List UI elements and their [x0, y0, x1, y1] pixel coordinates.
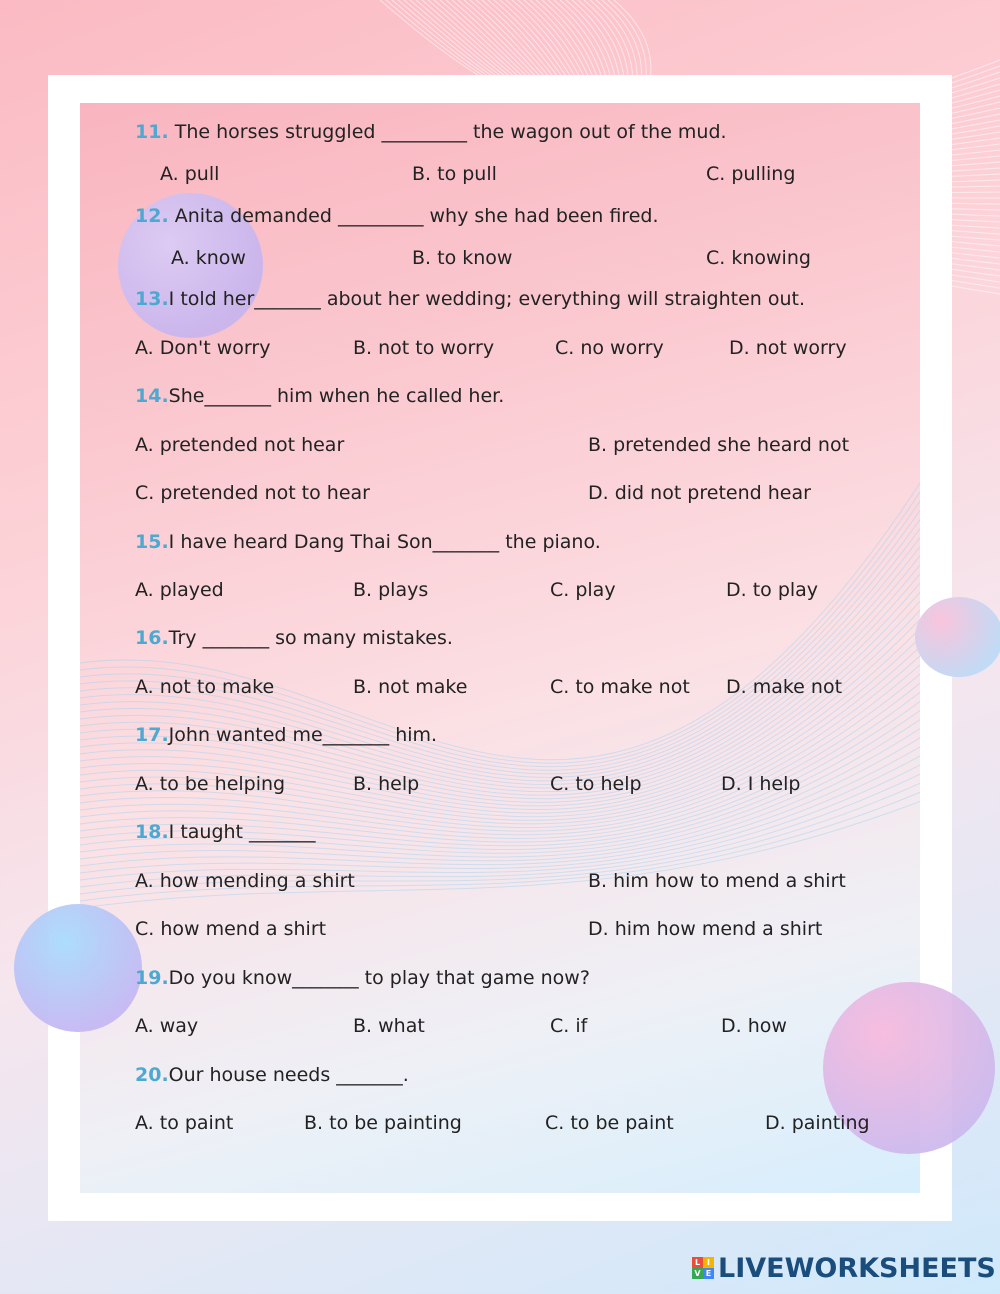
option-a[interactable]: A. way [135, 1015, 199, 1037]
liveworksheets-logo[interactable] [692, 1251, 996, 1285]
option-a[interactable]: A. to be helping [135, 773, 286, 795]
option-a[interactable]: A. know [171, 247, 246, 269]
option-b[interactable]: B. to be painting [304, 1112, 462, 1134]
option-c[interactable]: C. knowing [706, 247, 811, 269]
logo-icon-letter: E [703, 1268, 714, 1279]
option-a[interactable]: A. not to make [135, 676, 275, 698]
option-b[interactable]: B. to know [412, 247, 513, 269]
question-number: 14. [135, 385, 169, 407]
option-c[interactable]: C. play [550, 579, 616, 601]
question-number: 18. [135, 821, 169, 843]
option-a[interactable]: A. Don't worry [135, 337, 271, 359]
question-19 [135, 966, 590, 990]
question-stem: I taught _______ [168, 821, 316, 843]
option-b[interactable]: B. to pull [412, 163, 497, 185]
question-12 [135, 204, 659, 228]
question-number: 17. [135, 724, 169, 746]
question-stem: She_______ him when he called her. [168, 385, 505, 407]
question-number: 11. [135, 121, 169, 143]
question-11 [135, 120, 727, 144]
option-c[interactable]: C. to make not [550, 676, 690, 698]
question-stem: I told her_______ about her wedding; everything will straighten out. [168, 288, 806, 310]
option-b[interactable]: B. not make [353, 676, 468, 698]
logo-text: LIVEWORKSHEETS [718, 1252, 996, 1284]
question-number: 15. [135, 531, 169, 553]
question-stem: Our house needs _______. [168, 1064, 409, 1086]
option-b[interactable]: B. help [353, 773, 420, 795]
option-c[interactable]: C. if [550, 1015, 588, 1037]
option-d[interactable]: D. to play [726, 579, 819, 601]
question-stem: I have heard Dang Thai Son_______ the piano. [168, 531, 601, 553]
logo-icon-letter: L [692, 1257, 703, 1268]
option-d[interactable]: D. how [721, 1015, 787, 1037]
question-17 [135, 723, 437, 747]
option-c[interactable]: C. pretended not to hear [135, 482, 370, 504]
question-stem: Try _______ so many mistakes. [168, 627, 453, 649]
logo-icon-letter: V [692, 1268, 703, 1279]
question-number: 16. [135, 627, 169, 649]
option-b[interactable]: B. him how to mend a shirt [588, 870, 846, 892]
option-c[interactable]: C. to help [550, 773, 642, 795]
option-d[interactable]: D. him how mend a shirt [588, 918, 823, 940]
question-number: 19. [135, 967, 169, 989]
question-stem: Do you know_______ to play that game now? [168, 967, 590, 989]
logo-icon-letter: I [703, 1257, 714, 1268]
option-a[interactable]: A. to paint [135, 1112, 234, 1134]
question-20 [135, 1063, 409, 1087]
option-c[interactable]: C. how mend a shirt [135, 918, 327, 940]
question-number: 13. [135, 288, 169, 310]
option-a[interactable]: A. played [135, 579, 224, 601]
option-b[interactable]: B. pretended she heard not [588, 434, 850, 456]
question-14 [135, 384, 504, 408]
option-d[interactable]: D. did not pretend hear [588, 482, 811, 504]
question-15 [135, 530, 601, 554]
option-a[interactable]: A. how mending a shirt [135, 870, 355, 892]
question-13 [135, 287, 805, 311]
option-b[interactable]: B. plays [353, 579, 429, 601]
question-16 [135, 626, 453, 650]
question-stem: The horses struggled _________ the wagon out of the mud. [168, 121, 727, 143]
liveworksheets-logo-icon [692, 1257, 714, 1279]
option-d[interactable]: D. not worry [729, 337, 847, 359]
question-stem: John wanted me_______ him. [168, 724, 438, 746]
question-stem: Anita demanded _________ why she had been fired. [168, 205, 659, 227]
question-number: 20. [135, 1064, 169, 1086]
question-18 [135, 820, 316, 844]
option-a[interactable]: A. pull [160, 163, 220, 185]
option-b[interactable]: B. what [353, 1015, 425, 1037]
option-a[interactable]: A. pretended not hear [135, 434, 345, 456]
option-d[interactable]: D. I help [721, 773, 801, 795]
option-c[interactable]: C. to be paint [545, 1112, 674, 1134]
question-number: 12. [135, 205, 169, 227]
option-c[interactable]: C. no worry [555, 337, 664, 359]
option-b[interactable]: B. not to worry [353, 337, 495, 359]
option-d[interactable]: D. painting [765, 1112, 870, 1134]
option-d[interactable]: D. make not [726, 676, 843, 698]
option-c[interactable]: C. pulling [706, 163, 796, 185]
